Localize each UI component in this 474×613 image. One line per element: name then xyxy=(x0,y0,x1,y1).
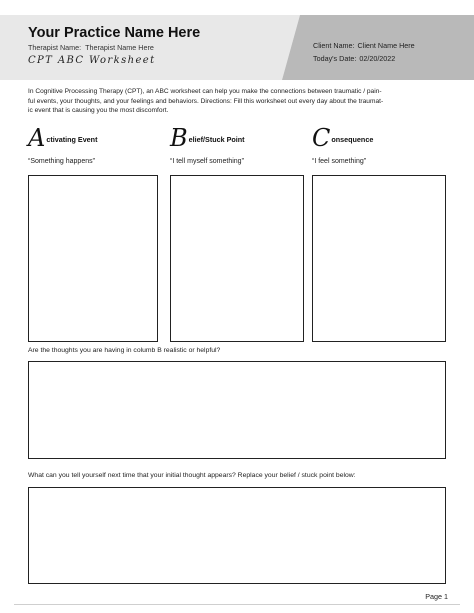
therapist-line xyxy=(28,43,154,52)
client-line xyxy=(313,41,415,50)
date-value[interactable]: 02/20/2022 xyxy=(359,54,396,63)
column-b-label: elief/Stuck Point xyxy=(188,135,245,144)
therapist-label: Therapist Name: xyxy=(28,43,82,52)
column-a-subtitle: “Something happens” xyxy=(28,158,95,165)
column-b-letter: B xyxy=(170,124,188,152)
column-a-heading xyxy=(28,126,97,154)
column-a-letter: A xyxy=(28,124,46,152)
date-label: Today's Date: xyxy=(313,54,357,63)
column-a-box[interactable] xyxy=(28,175,158,342)
answer-box-replace-belief[interactable] xyxy=(28,487,446,584)
client-name[interactable]: Client Name Here xyxy=(357,41,415,50)
page-number: Page 1 xyxy=(425,592,448,601)
column-b-subtitle: “I tell myself something” xyxy=(170,158,244,165)
client-label: Client Name: xyxy=(313,41,355,50)
intro-line-1: In Cognitive Processing Therapy (CPT), an ABC worksheet can help you make the connections between traumatic / pain- xyxy=(28,88,382,95)
date-line xyxy=(313,54,395,63)
question-realistic: Are the thoughts you are having in columb B realistic or helpful? xyxy=(28,347,221,354)
question-replace-belief: What can you tell yourself next time that your initial thought appears? Replace your belief / stuck point below: xyxy=(28,472,356,479)
column-c-heading xyxy=(312,126,373,154)
footer-rule xyxy=(14,604,460,605)
therapist-name[interactable]: Therapist Name Here xyxy=(85,43,154,52)
intro-paragraph xyxy=(28,87,448,116)
column-c-label: onsequence xyxy=(331,135,374,144)
column-b-box[interactable] xyxy=(170,175,304,342)
column-c-box[interactable] xyxy=(312,175,446,342)
intro-line-2: ful events, your thoughts, and your feelings and behaviors. Directions: Fill this worksheet out every day about the traumat- xyxy=(28,97,384,105)
answer-box-realistic[interactable] xyxy=(28,361,446,459)
practice-name: Your Practice Name Here xyxy=(28,25,201,41)
column-a-label: ctivating Event xyxy=(46,135,98,144)
column-b-heading xyxy=(170,126,245,154)
worksheet-title: CPT ABC Worksheet xyxy=(28,55,156,66)
column-c-letter: C xyxy=(312,124,331,152)
intro-line-3: ic event that is causing you the most discomfort. xyxy=(28,107,169,115)
column-c-subtitle: “I feel something” xyxy=(312,158,367,165)
